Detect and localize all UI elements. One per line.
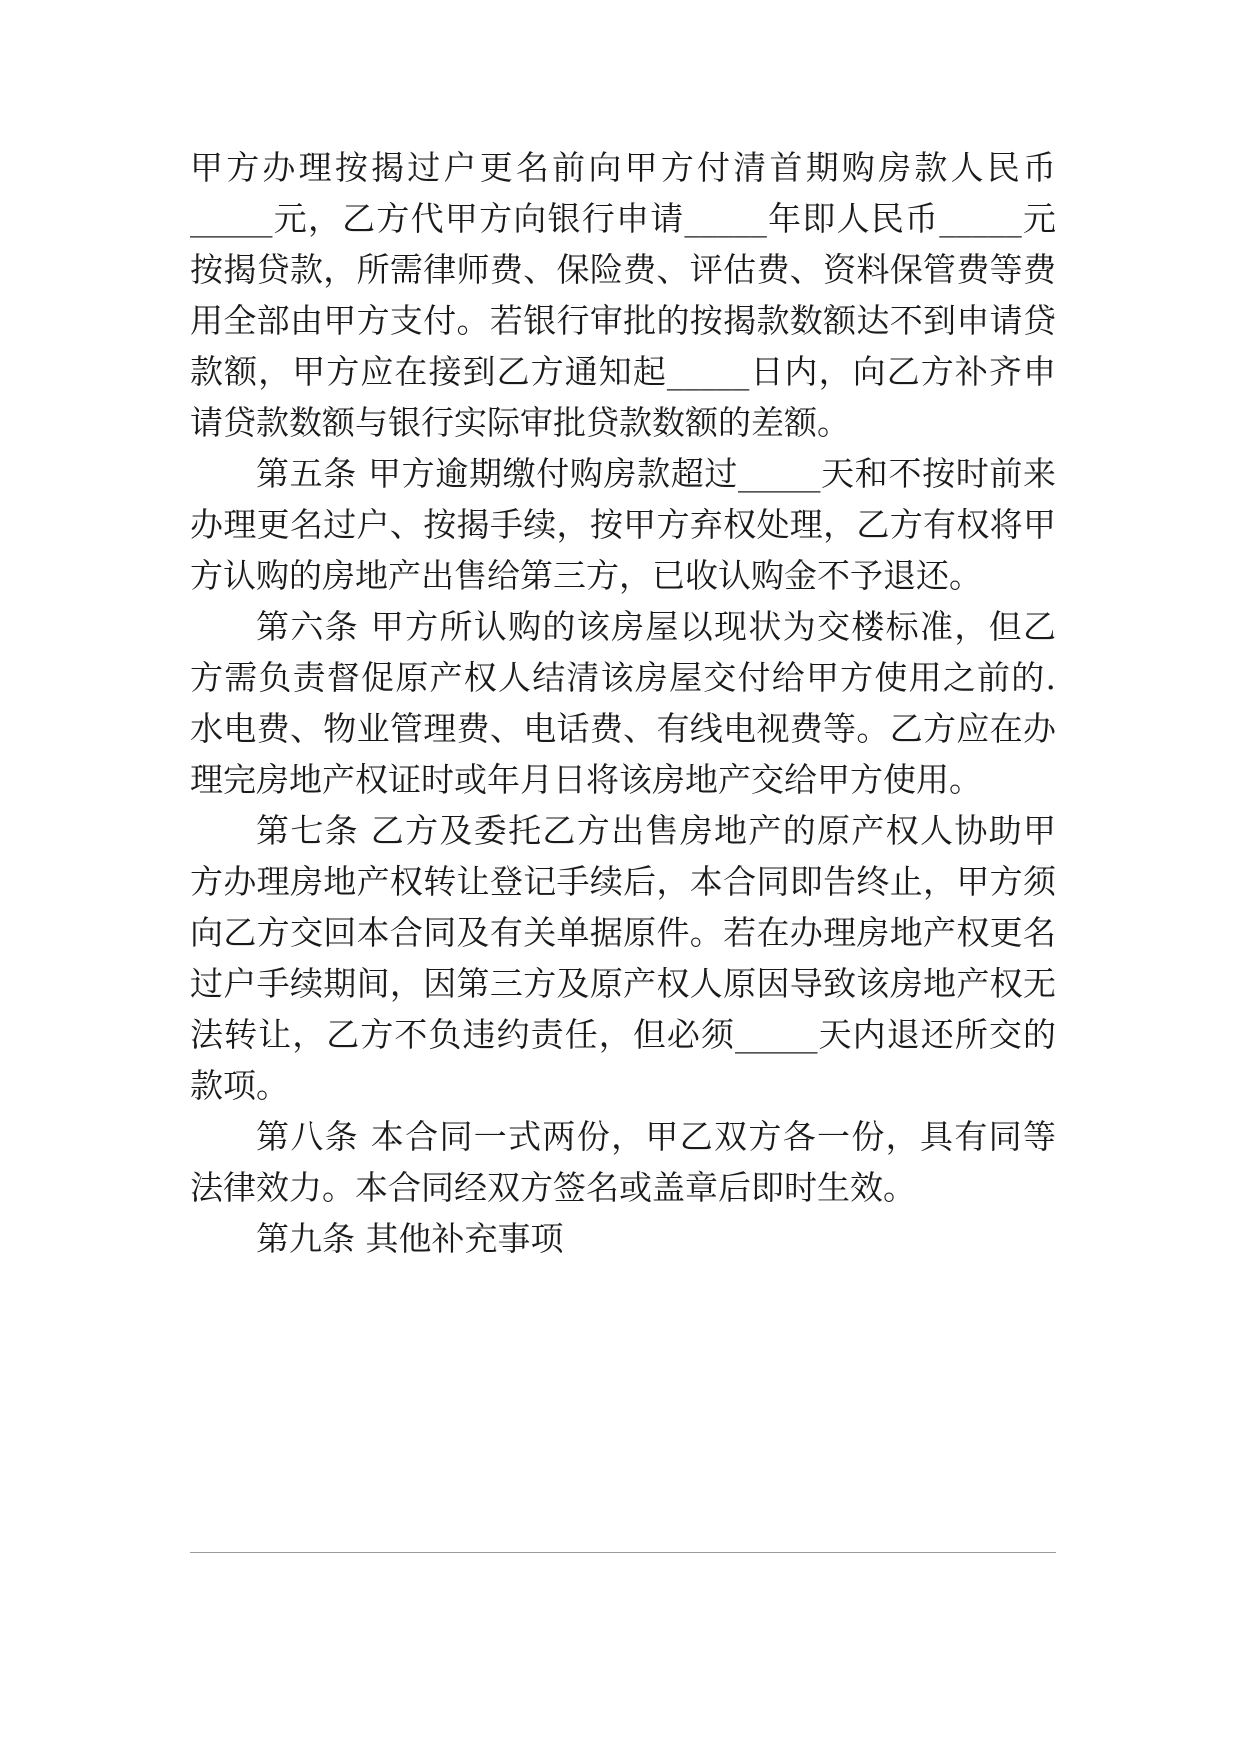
text-line: 水电费、物业管理费、电话费、有线电视费等。乙方应在办	[190, 709, 1056, 748]
text-line: 方办理房地产权转让登记手续后，本合同即告终止，甲方须	[190, 862, 1056, 901]
text-line: 法律效力。本合同经双方签名或盖章后即时生效。	[190, 1168, 916, 1207]
article-7-heading-line: 第七条 乙方及委托乙方出售房地产的原产权人协助甲	[256, 811, 1056, 850]
article-8-heading-line: 第八条 本合同一式两份，甲乙双方各一份，具有同等	[256, 1117, 1056, 1156]
text-line: 甲方办理按揭过户更名前向甲方付清首期购房款人民币	[190, 148, 1056, 187]
text-line: 方需负责督促原产权人结清该房屋交付给甲方使用之前的.	[190, 658, 1056, 697]
article-6-heading-line: 第六条 甲方所认购的该房屋以现状为交楼标准，但乙	[256, 607, 1056, 646]
text-line: 用全部由甲方支付。若银行审批的按揭款数额达不到申请贷	[190, 301, 1056, 340]
article-9-heading-line: 第九条 其他补充事项	[256, 1219, 564, 1258]
text-line: 按揭贷款，所需律师费、保险费、评估费、资料保管费等费	[190, 250, 1056, 289]
text-line: 办理更名过户、按揭手续，按甲方弃权处理，乙方有权将甲	[190, 505, 1056, 544]
text-line: 款额，甲方应在接到乙方通知起_____日内，向乙方补齐申	[190, 352, 1056, 391]
article-5-heading-line: 第五条 甲方逾期缴付购房款超过_____天和不按时前来	[256, 454, 1056, 493]
text-line: _____元，乙方代甲方向银行申请_____年即人民币_____元	[190, 199, 1056, 238]
text-line: 款项。	[190, 1066, 289, 1105]
text-line: 理完房地产权证时或年月日将该房地产交给甲方使用。	[190, 760, 982, 799]
text-line: 法转让，乙方不负违约责任，但必须_____天内退还所交的	[190, 1015, 1056, 1054]
text-line: 向乙方交回本合同及有关单据原件。若在办理房地产权更名	[190, 913, 1056, 952]
text-line: 过户手续期间，因第三方及原产权人原因导致该房地产权无	[190, 964, 1056, 1003]
footer-divider	[190, 1552, 1056, 1553]
text-line: 方认购的房地产出售给第三方，已收认购金不予退还。	[190, 556, 982, 595]
text-line: 请贷款数额与银行实际审批贷款数额的差额。	[190, 403, 850, 442]
